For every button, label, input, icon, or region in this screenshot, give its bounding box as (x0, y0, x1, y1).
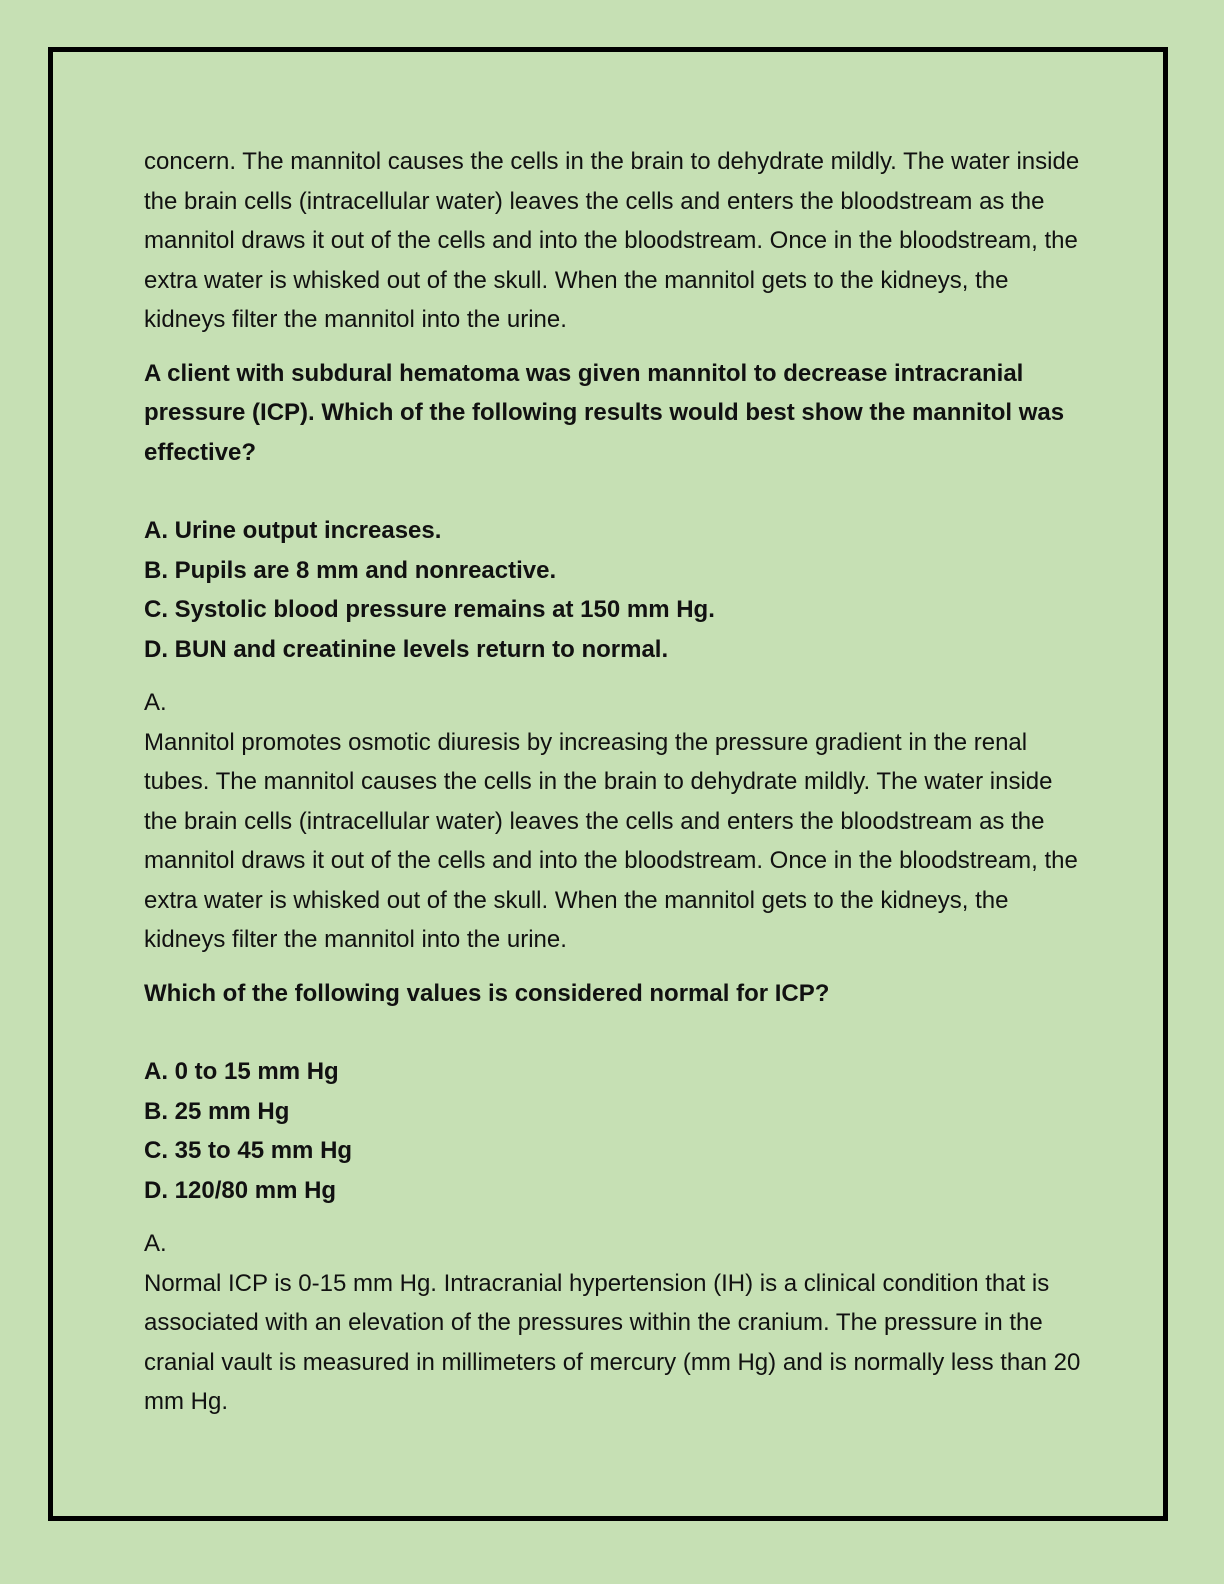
option-d: D. BUN and creatinine levels return to normal. (144, 635, 669, 663)
question-1: A client with subdural hematoma was given mannitol to decrease intracranial pressure (ICP). Which of the following results would best show the mannitol was effective? (144, 359, 1065, 466)
answer-explanation: Mannitol promotes osmotic diuresis by increasing the pressure gradient in the renal tubes. The mannitol causes the cells in the brain to dehydrate mildly. The water inside the brain cells (intracellular water) leaves the cells and enters the bloodstream as the mannitol draws it out of the cells and into the bloodstream. Once in the bloodstream, the extra water is whisked out of the skull. When the mannitol gets to the kidneys, the kidneys filter the mannitol into the urine. (144, 728, 1078, 953)
question-2-options (144, 1052, 1084, 1210)
page-content (144, 142, 1084, 1436)
option-b: B. Pupils are 8 mm and nonreactive. (144, 556, 557, 584)
intro-paragraph: concern. The mannitol causes the cells in the brain to dehydrate mildly. The water inside the brain cells (intracellular water) leaves the cells and enters the bloodstream as the mannitol draws it out of the cells and into the bloodstream. Once in the bloodstream, the extra water is whisked out of the skull. When the mannitol gets to the kidneys, the kidneys filter the mannitol into the urine. (144, 148, 1080, 333)
option-d: D. 120/80 mm Hg (144, 1176, 337, 1204)
option-a: A. Urine output increases. (144, 517, 442, 544)
question-1-options (144, 511, 1084, 669)
answer-2 (144, 1224, 1084, 1422)
option-a: A. 0 to 15 mm Hg (144, 1058, 339, 1085)
option-c: C. Systolic blood pressure remains at 150 mm Hg. (144, 596, 715, 623)
option-c: C. 35 to 45 mm Hg (144, 1137, 353, 1164)
answer-letter: A. (144, 689, 167, 716)
answer-letter: A. (144, 1230, 167, 1257)
answer-1 (144, 683, 1084, 960)
option-b: B. 25 mm Hg (144, 1097, 290, 1125)
question-2: Which of the following values is considered normal for ICP? (144, 979, 830, 1007)
answer-explanation: Normal ICP is 0-15 mm Hg. Intracranial hypertension (IH) is a clinical condition that is associated with an elevation of the pressures within the cranium. The pressure in the cranial vault is measured in millimeters of mercury (mm Hg) and is normally less than 20 mm Hg. (144, 1269, 1081, 1415)
